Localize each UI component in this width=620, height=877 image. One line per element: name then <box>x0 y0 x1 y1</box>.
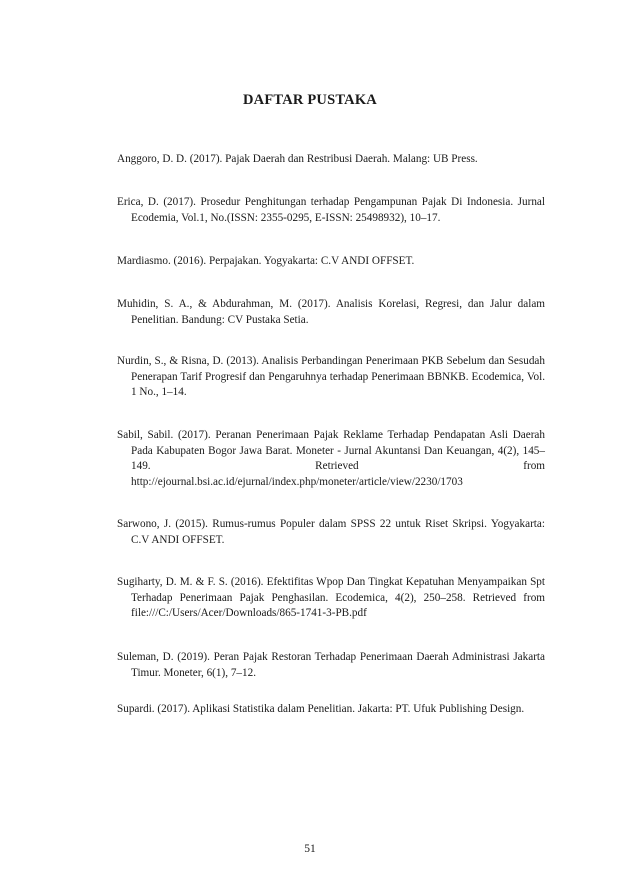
reference-item: Sarwono, J. (2015). Rumus-rumus Populer dalam SPSS 22 untuk Riset Skripsi. Yogyakarta: C.V ANDI OFFSET. <box>117 518 545 546</box>
reference-item: Muhidin, S. A., & Abdurahman, M. (2017). Analisis Korelasi, Regresi, dan Jalur dalam Penelitian. Bandung: CV Pustaka Setia. <box>117 298 545 326</box>
page-title: DAFTAR PUSTAKA <box>243 92 377 108</box>
reference-item: Erica, D. (2017). Prosedur Penghitungan terhadap Pengampunan Pajak Di Indonesia. Jurnal Ecodemia, Vol.1, No.(ISSN: 2355-0295, E-ISSN: 25498932), 10–17. <box>117 196 545 224</box>
reference-item: Sugiharty, D. M. & F. S. (2016). Efektifitas Wpop Dan Tingkat Kepatuhan Menyampaikan Spt Terhadap Penerimaan Pajak Penghasilan. Ecodemica, 4(2), 250–258. Retrieved from file:///C:/Users/Acer/Downloads/865-1741-3-PB.pdf <box>117 576 545 620</box>
reference-item: Supardi. (2017). Aplikasi Statistika dalam Penelitian. Jakarta: PT. Ufuk Publishing Design. <box>117 703 525 715</box>
page-number: 51 <box>304 843 316 855</box>
reference-item: Sabil, Sabil. (2017). Peranan Penerimaan Pajak Reklame Terhadap Pendapatan Asli Daerah Pada Kabupaten Bogor Jawa Barat. Moneter - Jurnal Akuntansi Dan Keuangan, 4(2), 145–149. Retrieved from http://ejournal.bsi.ac.id/ejurnal/index.php/moneter/article/view/2230/1703 <box>117 429 545 488</box>
reference-item: Nurdin, S., & Risna, D. (2013). Analisis Perbandingan Penerimaan PKB Sebelum dan Sesudah Penerapan Tarif Progresif dan Pengaruhnya terhadap Penerimaan BBNKB. Ecodemica, Vol. 1 No., 1–14. <box>117 355 545 399</box>
reference-item: Suleman, D. (2019). Peran Pajak Restoran Terhadap Penerimaan Daerah Administrasi Jakarta Timur. Moneter, 6(1), 7–12. <box>117 651 545 679</box>
reference-item: Mardiasmo. (2016). Perpajakan. Yogyakarta: C.V ANDI OFFSET. <box>117 255 415 267</box>
reference-item: Anggoro, D. D. (2017). Pajak Daerah dan Restribusi Daerah. Malang: UB Press. <box>117 153 478 165</box>
